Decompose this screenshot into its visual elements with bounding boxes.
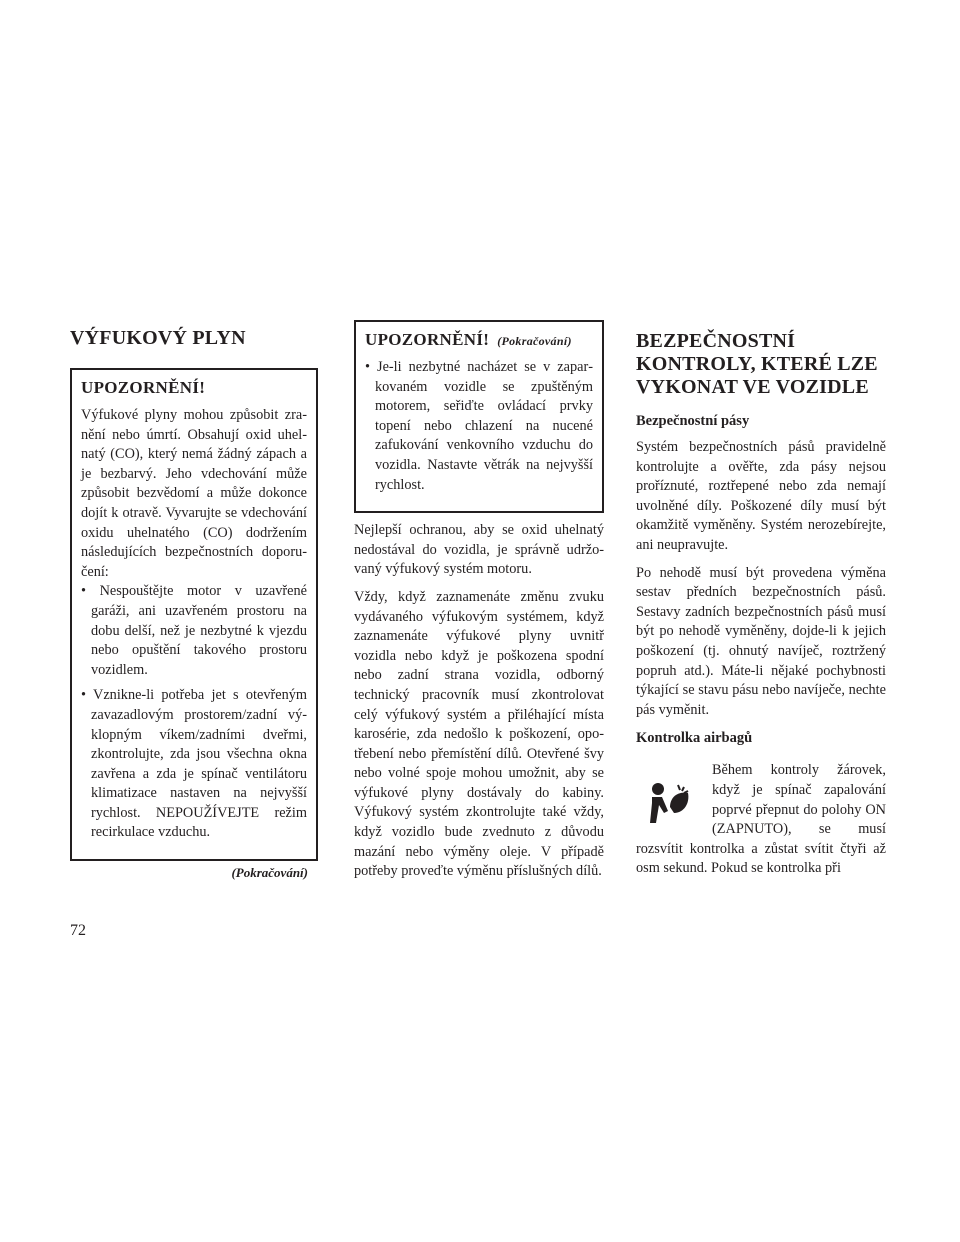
heading-line: KONTROLY, KTERÉ LZE (636, 353, 878, 375)
paragraph-airbag: Během kontroly žárovek, když je spínač zapalování poprvé přepnut do polohy ON (ZAPNUTO), se musí rozsvítit kontrolka a zůstat svítit čtyři až osm sekund. Pokud se kontrolka při (636, 762, 886, 877)
section-heading-exhaust: VÝFUKOVÝ PLYN (70, 327, 246, 349)
warning-box-continued (354, 320, 604, 513)
airbag-warning-icon (644, 781, 692, 825)
column-left (70, 320, 318, 881)
warning-text: Výfukové plyny mohou způsobit zranění nebo úmrtí. Obsahují oxid uhelnatý (CO), který nemá žádný zápach a je bezbarvý. Jeho vdechování může způsobit bezvědomí a může dokonce dojít k otravě. Vyvarujte se vdechování oxidu uhelnatého (CO) dodržením následujících bezpečnostních doporučení: (81, 407, 307, 580)
paragraph: Po nehodě musí být provedena výměna sestav předních bezpečnostních pásů. Sestavy zadních bezpečnostních pásů musí být po nehodě vyměněny, dojde-li k jejich poškození (tj. ohnutý navíječ, roztržený popruh atd.). Máte-li nějaké pochybnosti týkající se stavu pásu nebo navíječe, nechte pás vyměnit. (636, 564, 886, 718)
subheading-seatbelts: Bezpečnostní pásy (636, 413, 750, 429)
paragraph: Nejlepší ochranou, aby se oxid uhelnatý nedostával do vozidla, je správně udržovaný výfukový systém motoru. (354, 522, 604, 578)
section-heading-safety-checks (636, 330, 886, 399)
warning-bullet-list (81, 582, 307, 843)
warning-bullet-list (365, 358, 593, 495)
warning-bullet-item: • Je-li nezbytné nacházet se v zaparkovaném vozidle se zpuštěným motorem, seřiďte ovládací prvky topení nebo chlazení na nucené zafukování venkovního vzduchu do vozidla. Nastavte větrák na nejvyšší rychlost. (365, 358, 593, 495)
page-number: 72 (70, 922, 86, 939)
heading-line: BEZPEČNOSTNÍ (636, 330, 796, 352)
column-middle (354, 320, 604, 890)
airbag-block (636, 761, 886, 879)
warning-title (365, 330, 593, 350)
subheading-airbag: Kontrolka airbagů (636, 730, 753, 747)
paragraph: Vždy, když zaznamenáte změnu zvuku vydávaného výfukovým systémem, když zaznamenáte výfukové plyny uvnitř vozidla nebo když je poškozena spodní nebo zadní strana vozidla, odborný technický pracovník musí zkontrolovat celý výfukový systém a přiléhající místa karosérie, zda nedošlo k poškození, opotřebení nebo přemístění dílů. Otevřené švy nebo volné spoje mohou umožnit, aby se výfukové plyny dostávaly do kabiny. Výfukový systém zkontrolujte také vždy, když vozidlo bude zvednuto z důvodu mazání nebo výměny oleje. V případě potřeby proveďte výměnu příslušných dílů. (354, 588, 604, 880)
warning-title-text: UPOZORNĚNÍ! (365, 330, 490, 349)
warning-box (70, 368, 318, 861)
continued-label: (Pokračování) (231, 865, 308, 881)
warning-continued-label: (Pokračování) (497, 334, 572, 348)
heading-line: VYKONAT VE VOZIDLE (636, 376, 869, 398)
column-right (636, 320, 886, 887)
warning-bullet-item: • Vznikne-li potřeba jet s otevřeným zavazadlovým prostorem/zadní výklopným víkem/zadními dveřmi, zkontrolujte, zda jsou všechna okna zavřena a zda je spínač ventilátoru klimatizace nastaven na nejvyšší rychlost. NEPOUŽÍVEJTE režim recirkulace vzduchu. (81, 686, 307, 843)
warning-bullet-item: • Nespouštějte motor v uzavřené garáži, ani uzavřeném prostoru na dobu delší, než je nezbytné k vjezdu nebo opuštění takového prostoru vozidlem. (81, 582, 307, 680)
paragraph: Systém bezpečnostních pásů pravidelně kontrolujte a ověřte, zda pásy nejsou proříznuté, roztřepené nebo zda nemají uvolněné díly. Poškozené díly musí být okamžitě vyměněny. Systém nerozebírejte, ani neupravujte. (636, 439, 886, 553)
warning-title: UPOZORNĚNÍ! (81, 378, 206, 397)
